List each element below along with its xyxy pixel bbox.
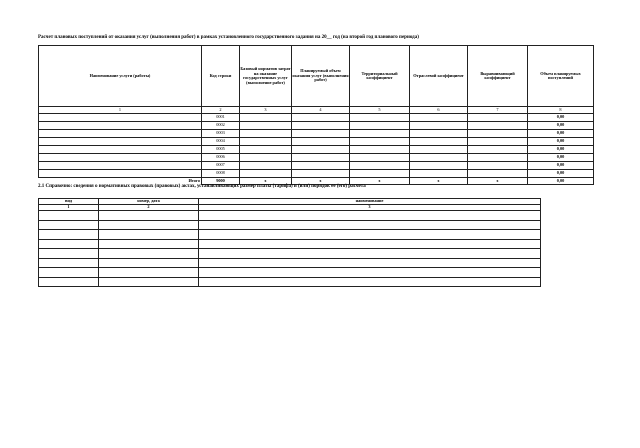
col-number: 6	[410, 107, 468, 114]
data-cell[interactable]	[99, 268, 199, 278]
table-row	[39, 211, 541, 221]
revenue-value: 0,00	[528, 138, 594, 146]
col-header-planned-volume: Планируемый объем оказания услуг (выполнения работ)	[292, 46, 350, 107]
data-cell[interactable]	[410, 146, 468, 154]
row-code: 0004	[202, 138, 240, 146]
table-row	[39, 146, 594, 154]
service-name-cell[interactable]	[39, 170, 202, 178]
total-x: х	[410, 178, 468, 185]
row-code: 0005	[202, 146, 240, 154]
row-code: 0008	[202, 170, 240, 178]
service-name-cell[interactable]	[39, 138, 202, 146]
service-name-cell[interactable]	[39, 114, 202, 122]
data-cell[interactable]	[240, 162, 292, 170]
row-code: 0006	[202, 154, 240, 162]
total-value: 0,00	[528, 178, 594, 185]
table-row	[39, 249, 541, 259]
data-cell[interactable]	[410, 138, 468, 146]
data-cell[interactable]	[468, 138, 528, 146]
data-cell[interactable]	[468, 114, 528, 122]
col-number: 2	[99, 205, 199, 211]
table-row	[39, 114, 594, 122]
col-header-code: Код строки	[202, 46, 240, 107]
data-cell[interactable]	[350, 154, 410, 162]
data-cell[interactable]	[468, 130, 528, 138]
data-cell[interactable]	[99, 239, 199, 249]
table-row	[39, 122, 594, 130]
col-number: 7	[468, 107, 528, 114]
row-code: 0001	[202, 114, 240, 122]
data-cell[interactable]	[292, 114, 350, 122]
data-cell[interactable]	[350, 170, 410, 178]
service-name-cell[interactable]	[39, 130, 202, 138]
col-number: 8	[528, 107, 594, 114]
table-row	[39, 258, 541, 268]
table-row	[39, 170, 594, 178]
data-cell[interactable]	[292, 170, 350, 178]
col-number: 1	[39, 205, 99, 211]
table-row	[39, 130, 594, 138]
data-cell[interactable]	[199, 268, 541, 278]
data-cell[interactable]	[410, 130, 468, 138]
data-cell[interactable]	[99, 277, 199, 287]
data-cell[interactable]	[292, 154, 350, 162]
data-cell[interactable]	[39, 258, 99, 268]
data-cell[interactable]	[468, 122, 528, 130]
total-x: х	[292, 178, 350, 185]
table-row	[39, 239, 541, 249]
data-cell[interactable]	[39, 268, 99, 278]
col-header-planned-revenue: Объем планируемых поступлений	[528, 46, 594, 107]
row-code: 0003	[202, 130, 240, 138]
col-number: 2	[202, 107, 240, 114]
col-header-equalizing: Выравнивающий коэффициент	[468, 46, 528, 107]
revenue-value: 0,00	[528, 146, 594, 154]
data-cell[interactable]	[240, 130, 292, 138]
column-number-row	[39, 107, 594, 114]
data-cell[interactable]	[199, 239, 541, 249]
data-cell[interactable]	[240, 170, 292, 178]
data-cell[interactable]	[292, 138, 350, 146]
row-code: 0007	[202, 162, 240, 170]
col-header-sectoral: Отраслевой коэффициент	[410, 46, 468, 107]
col-number: 5	[350, 107, 410, 114]
data-cell[interactable]	[350, 138, 410, 146]
service-name-cell[interactable]	[39, 122, 202, 130]
table-row	[39, 162, 594, 170]
col-header-type: вид	[39, 199, 99, 205]
data-cell[interactable]	[199, 230, 541, 240]
data-cell[interactable]	[199, 258, 541, 268]
data-cell[interactable]	[410, 170, 468, 178]
data-cell[interactable]	[199, 211, 541, 221]
data-cell[interactable]	[240, 138, 292, 146]
data-cell[interactable]	[468, 162, 528, 170]
data-cell[interactable]	[240, 122, 292, 130]
table-row	[39, 220, 541, 230]
data-cell[interactable]	[39, 220, 99, 230]
total-x: х	[240, 178, 292, 185]
header-row	[39, 46, 594, 107]
revenue-value: 0,00	[528, 162, 594, 170]
data-cell[interactable]	[410, 122, 468, 130]
total-label: Итого	[39, 178, 202, 185]
data-cell[interactable]	[292, 162, 350, 170]
section-heading: Расчет плановых поступлений от оказания услуг (выполнения работ) в рамках установленного государственного задания на 20__ год (на второй год планового периода)	[38, 35, 419, 40]
data-cell[interactable]	[39, 277, 99, 287]
col-header-base-norm: Базовый норматив затрат на оказание государственных услуг (выполнение работ)	[240, 46, 292, 107]
data-cell[interactable]	[410, 114, 468, 122]
table-row	[39, 154, 594, 162]
revenue-value: 0,00	[528, 170, 594, 178]
service-name-cell[interactable]	[39, 162, 202, 170]
legal-acts-heading: 2.1 Справочно: сведения о нормативных правовых (правовых) актах, устанавливающих размер платы (тарифа) и (или) порядок ее (его) расчета	[38, 184, 366, 189]
col-number: 3	[240, 107, 292, 114]
table-row	[39, 230, 541, 240]
table-row	[39, 268, 541, 278]
data-cell[interactable]	[39, 211, 99, 221]
data-cell[interactable]	[292, 146, 350, 154]
planned-revenue-table	[38, 45, 594, 185]
legal-acts-table	[38, 198, 541, 287]
col-header-service: Наименование услуги (работы)	[39, 46, 202, 107]
col-header-territorial: Территориальный коэффициент	[350, 46, 410, 107]
data-cell[interactable]	[350, 162, 410, 170]
data-cell[interactable]	[99, 230, 199, 240]
col-header-title: наименование	[199, 199, 541, 205]
data-cell[interactable]	[292, 130, 350, 138]
revenue-value: 0,00	[528, 122, 594, 130]
data-cell[interactable]	[99, 249, 199, 259]
data-cell[interactable]	[350, 130, 410, 138]
total-code: 9000	[202, 178, 240, 185]
service-name-cell[interactable]	[39, 146, 202, 154]
data-cell[interactable]	[410, 154, 468, 162]
data-cell[interactable]	[99, 258, 199, 268]
revenue-value: 0,00	[528, 114, 594, 122]
revenue-value: 0,00	[528, 130, 594, 138]
service-name-cell[interactable]	[39, 154, 202, 162]
data-cell[interactable]	[240, 146, 292, 154]
data-cell[interactable]	[240, 154, 292, 162]
col-header-number-date: номер, дата	[99, 199, 199, 205]
data-cell[interactable]	[199, 277, 541, 287]
data-cell[interactable]	[199, 220, 541, 230]
table-row	[39, 138, 594, 146]
data-cell[interactable]	[39, 230, 99, 240]
total-x: х	[350, 178, 410, 185]
data-cell[interactable]	[240, 114, 292, 122]
row-code: 0002	[202, 122, 240, 130]
data-cell[interactable]	[350, 114, 410, 122]
revenue-value: 0,00	[528, 154, 594, 162]
data-cell[interactable]	[468, 146, 528, 154]
data-cell[interactable]	[350, 146, 410, 154]
col-number: 3	[199, 205, 541, 211]
data-cell[interactable]	[39, 249, 99, 259]
data-cell[interactable]	[410, 162, 468, 170]
data-cell[interactable]	[292, 122, 350, 130]
data-cell[interactable]	[99, 211, 199, 221]
data-cell[interactable]	[468, 154, 528, 162]
table-row	[39, 277, 541, 287]
col-number: 1	[39, 107, 202, 114]
col-number: 4	[292, 107, 350, 114]
data-cell[interactable]	[350, 122, 410, 130]
data-cell[interactable]	[199, 249, 541, 259]
data-cell[interactable]	[99, 220, 199, 230]
data-cell[interactable]	[468, 170, 528, 178]
total-x: х	[468, 178, 528, 185]
data-cell[interactable]	[39, 239, 99, 249]
